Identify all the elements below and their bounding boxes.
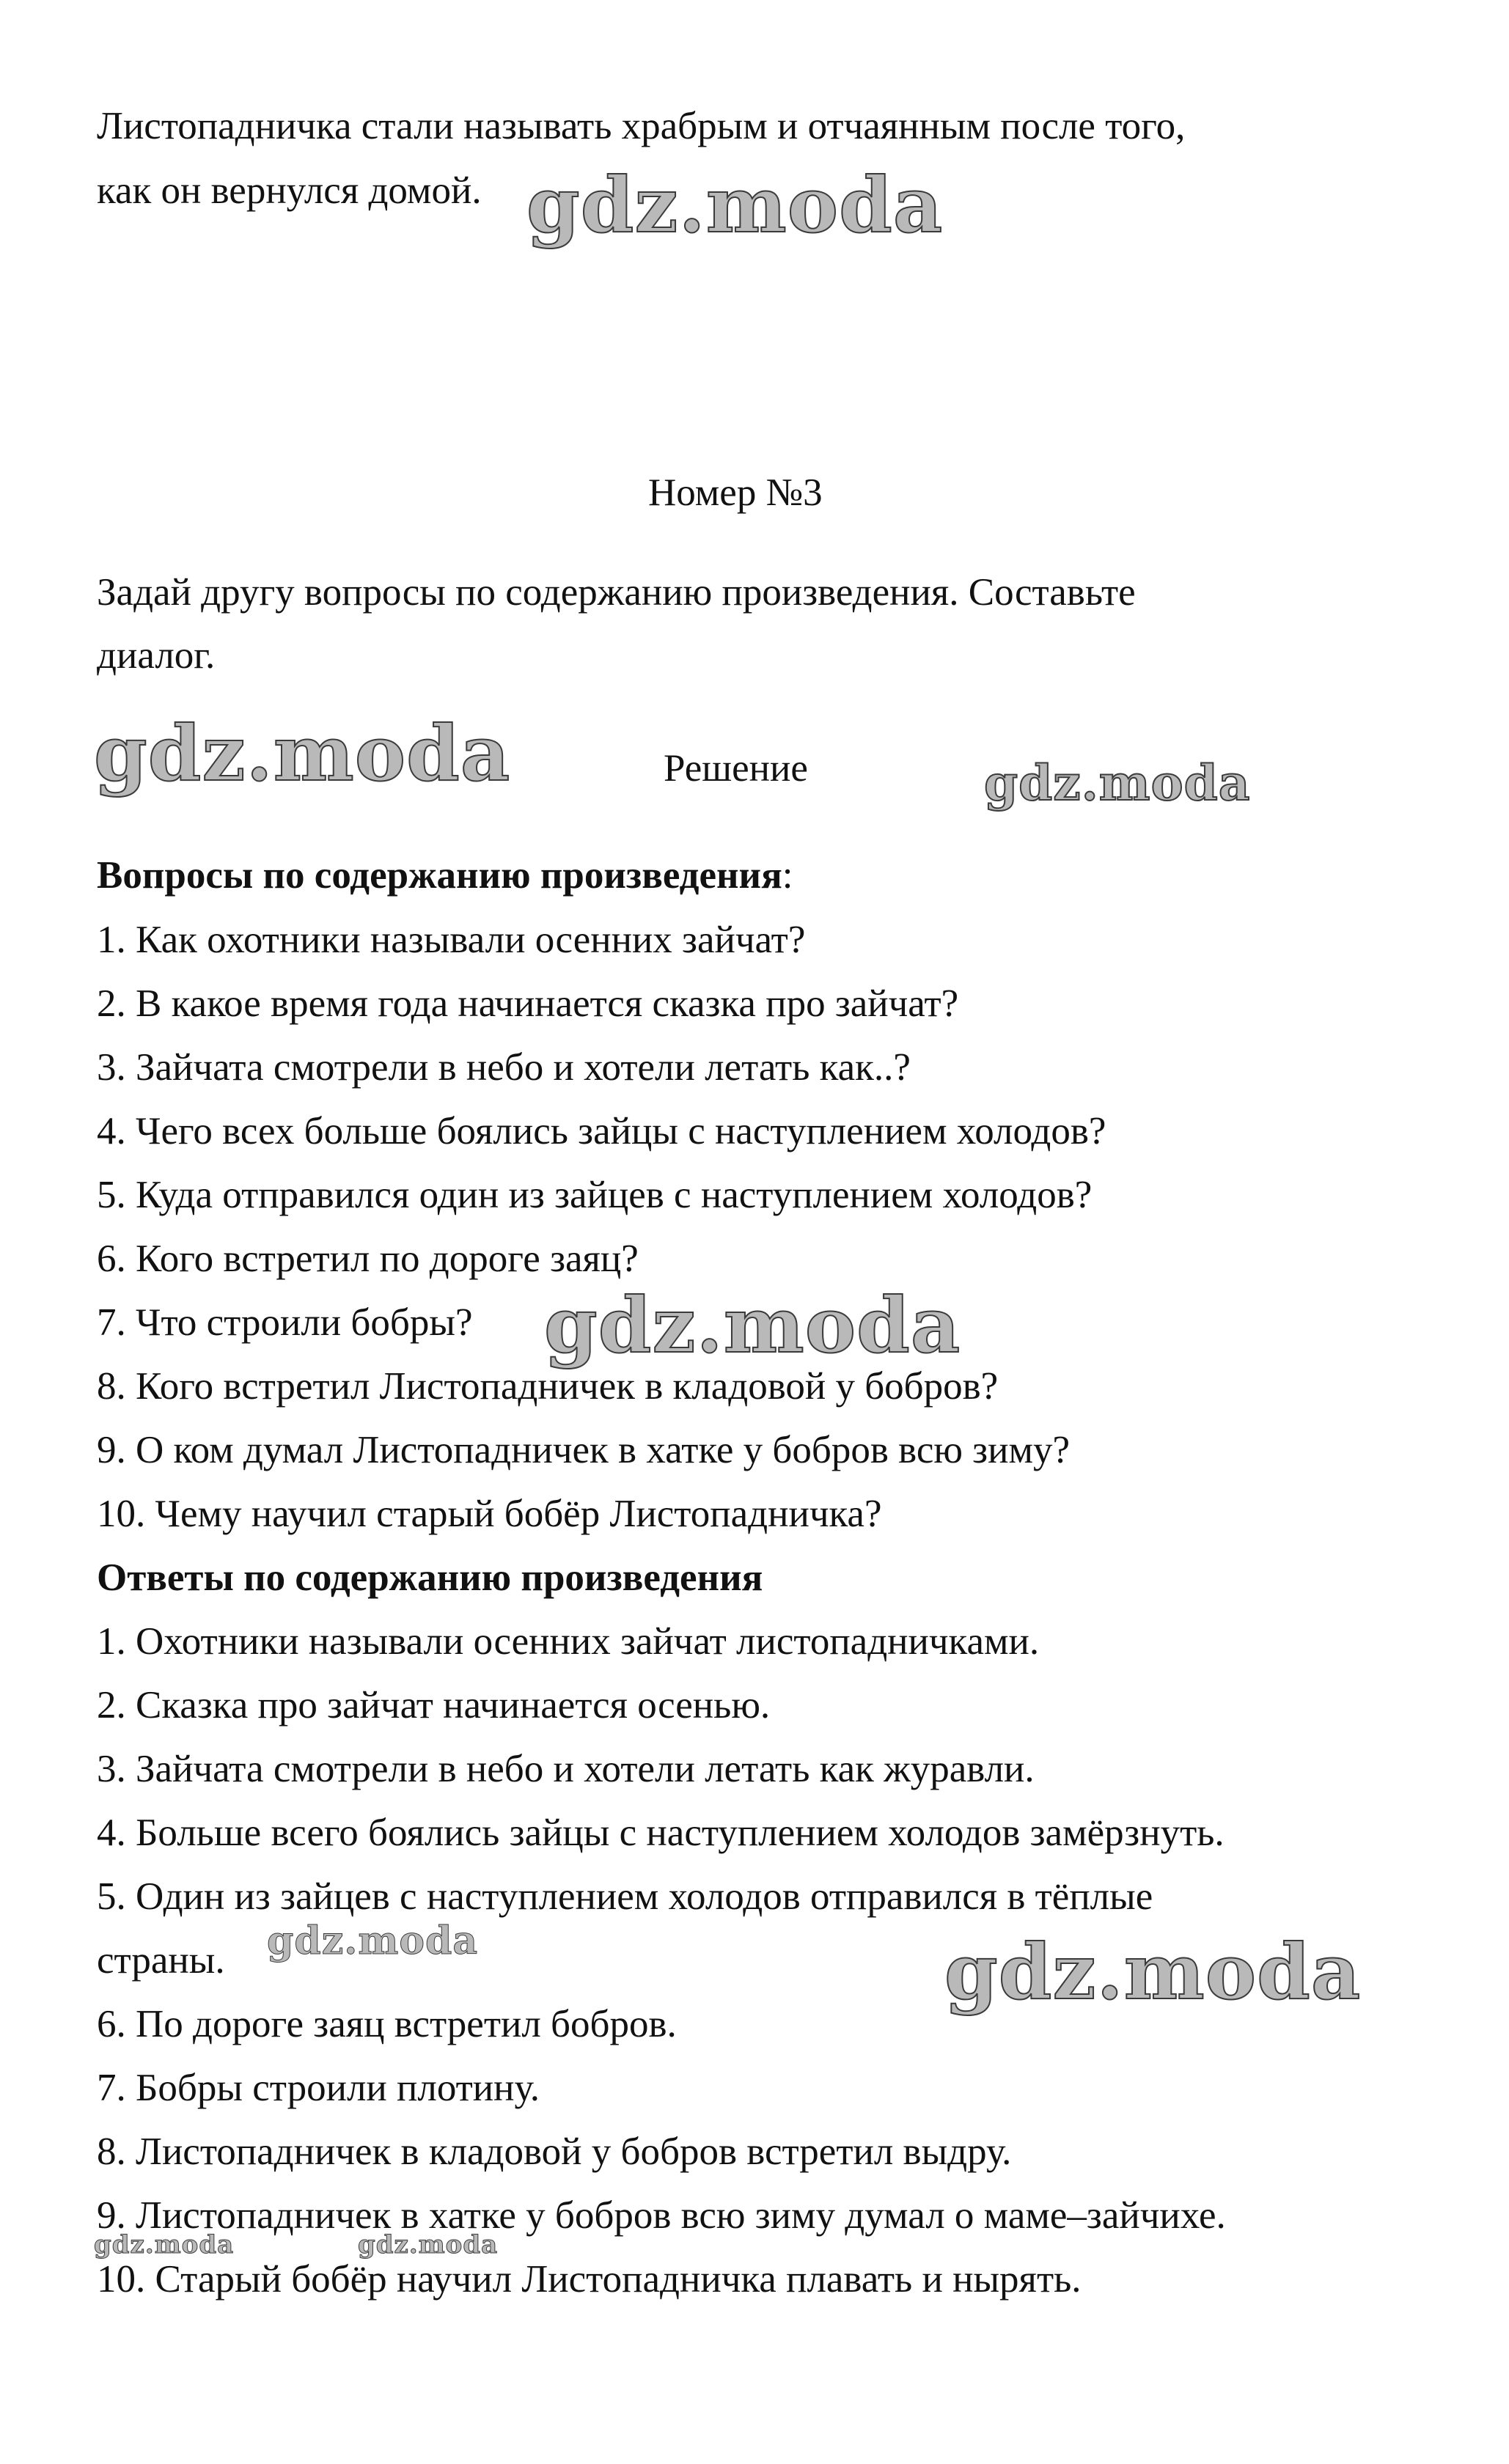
solution-label: Решение bbox=[664, 747, 808, 790]
questions-heading-colon: : bbox=[782, 854, 793, 897]
watermark-logo: gdz.moda bbox=[944, 1927, 1362, 2017]
answer-item: 8. Листопадничек в кладовой у бобров встретил выдру. bbox=[97, 2130, 1012, 2173]
answers-heading: Ответы по содержанию произведения bbox=[97, 1556, 763, 1599]
watermark-logo: gdz.moda bbox=[358, 2230, 499, 2259]
question-item: 8. Кого встретил Листопадничек в кладовой у бобров? bbox=[97, 1365, 999, 1408]
question-item: 5. Куда отправился один из зайцев с наступлением холодов? bbox=[97, 1174, 1093, 1216]
watermark-logo: gdz.moda bbox=[267, 1919, 479, 1963]
watermark-logo: gdz.moda bbox=[544, 1280, 961, 1370]
intro-line-1: Листопадничка стали называть храбрым и отчаянным после того, bbox=[97, 105, 1186, 147]
task-line-1: Задай другу вопросы по содержанию произведения. Составьте bbox=[97, 571, 1136, 614]
watermark-logo: gdz.moda bbox=[94, 708, 511, 798]
answer-item: 7. Бобры строили плотину. bbox=[97, 2067, 540, 2109]
question-item: 3. Зайчата смотрели в небо и хотели летать как..? bbox=[97, 1046, 911, 1089]
question-item: 10. Чему научил старый бобёр Листопадничка? bbox=[97, 1493, 882, 1535]
answer-item: страны. bbox=[97, 1939, 225, 1982]
intro-line-2: как он вернулся домой. bbox=[97, 169, 482, 212]
watermark-logo: gdz.moda bbox=[94, 2230, 235, 2259]
question-item: 1. Как охотники называли осенних зайчат? bbox=[97, 919, 806, 961]
question-item: 2. В какое время года начинается сказка про зайчат? bbox=[97, 982, 959, 1025]
answer-item: 10. Старый бобёр научил Листопадничка плавать и нырять. bbox=[97, 2258, 1082, 2301]
answer-item: 6. По дороге заяц встретил бобров. bbox=[97, 2003, 677, 2045]
questions-heading-text: Вопросы по содержанию произведения bbox=[97, 854, 782, 897]
question-item: 9. О ком думал Листопадничек в хатке у бобров всю зиму? bbox=[97, 1429, 1071, 1471]
question-item: 4. Чего всех больше боялись зайцы с наступлением холодов? bbox=[97, 1110, 1106, 1152]
task-line-2: диалог. bbox=[97, 634, 216, 677]
answer-item: 9. Листопадничек в хатке у бобров всю зиму думал о маме–зайчихе. bbox=[97, 2194, 1226, 2237]
answer-item: 5. Один из зайцев с наступлением холодов отправился в тёплые bbox=[97, 1875, 1153, 1918]
answer-item: 4. Больше всего боялись зайцы с наступлением холодов замёрзнуть. bbox=[97, 1812, 1225, 1854]
watermark-logo: gdz.moda bbox=[526, 160, 944, 250]
question-item: 6. Кого встретил по дороге заяц? bbox=[97, 1237, 639, 1280]
watermark-logo: gdz.moda bbox=[984, 754, 1251, 812]
answer-item: 1. Охотники называли осенних зайчат листопадничками. bbox=[97, 1620, 1040, 1663]
question-item: 7. Что строили бобры? bbox=[97, 1301, 473, 1344]
answer-item: 3. Зайчата смотрели в небо и хотели летать как журавли. bbox=[97, 1748, 1035, 1790]
task-number: Номер №3 bbox=[648, 471, 823, 514]
answer-item: 2. Сказка про зайчат начинается осенью. bbox=[97, 1684, 771, 1726]
questions-heading bbox=[97, 852, 793, 899]
